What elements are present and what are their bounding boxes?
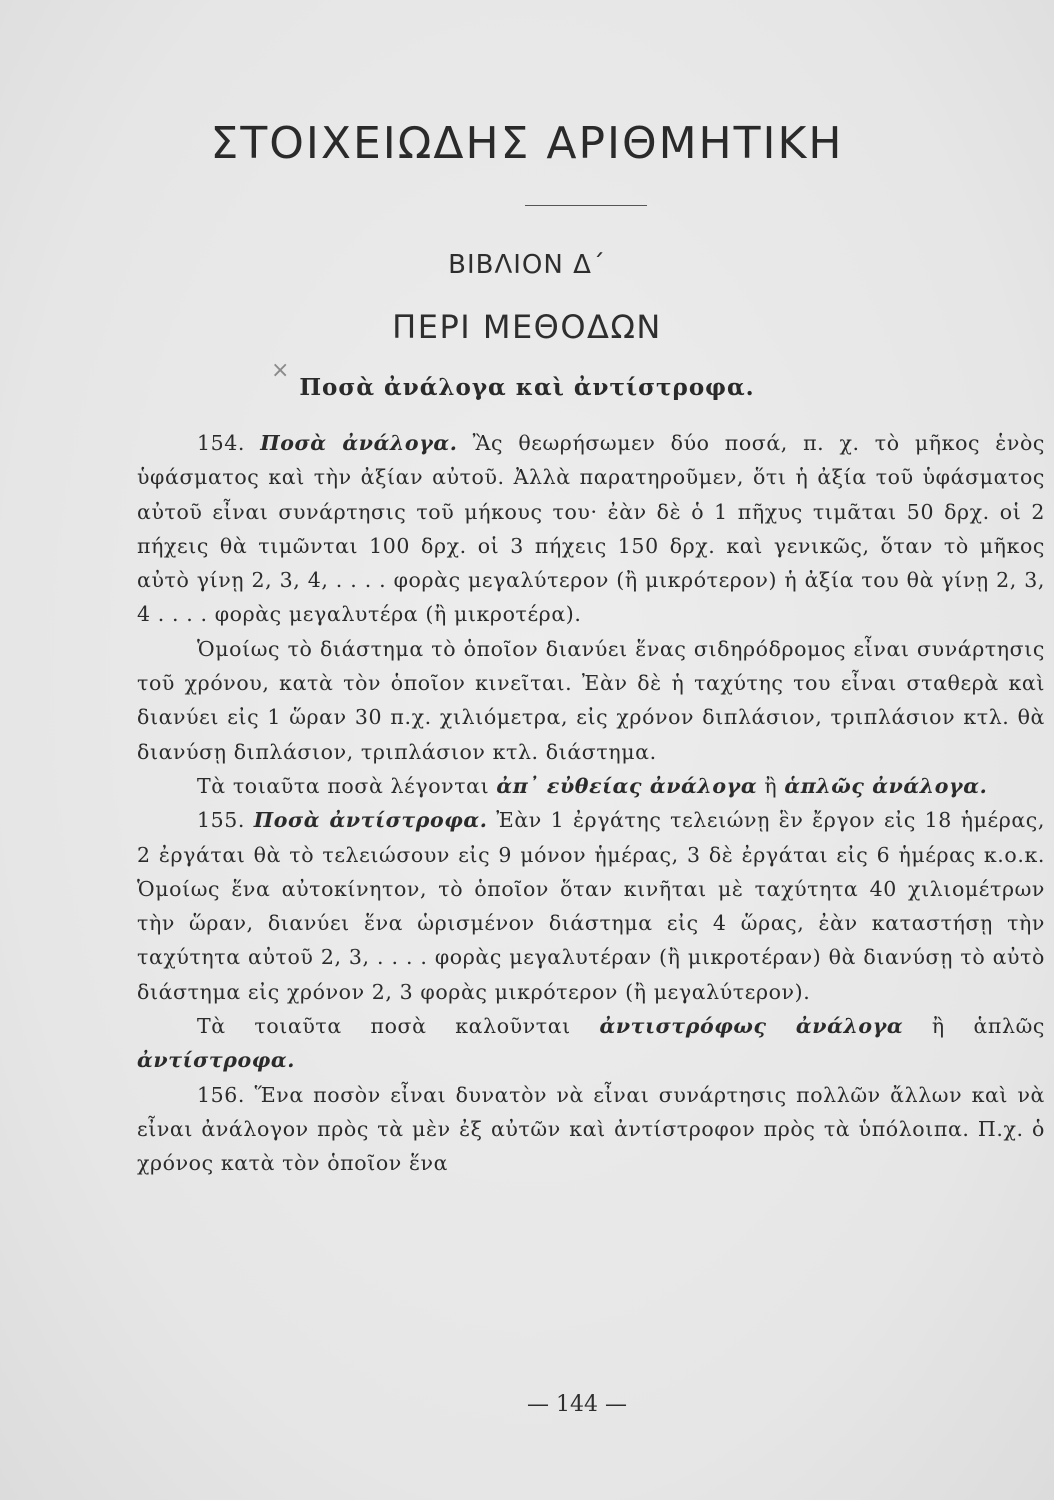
chapter-title: ΠΕΡΙ ΜΕΘΟΔΩΝ	[392, 308, 662, 346]
paragraph-154-railway	[137, 632, 1045, 769]
page-number: — 144 —	[527, 1392, 627, 1417]
paragraph-text: 156. Ἕνα ποσὸν εἶναι δυνατὸν νὰ εἶναι συνάρτησις πολλῶν ἄλλων καὶ νὰ εἶναι ἀνάλογον πρὸς τὰ μὲν ἐξ αὐτῶν καὶ ἀντίστροφον πρὸς τὰ ὑπόλοιπα. Π.χ. ὁ χρόνος κατὰ τὸν ὁποῖον ἕνα	[137, 1082, 1045, 1176]
paragraph-155-definition	[137, 1009, 1045, 1078]
book-label: ΒΙΒΛΙΟΝ Δ΄	[448, 250, 606, 280]
paragraph-154	[137, 426, 1045, 632]
paragraph-text: Τὰ τοιαῦτα ποσὰ λέγονται	[197, 773, 490, 798]
body-text	[137, 426, 1045, 1181]
conjunction: ἢ	[764, 773, 778, 798]
title-divider	[525, 205, 647, 206]
paragraph-number: 154.	[197, 431, 246, 455]
paragraph-text: Τὰ τοιαῦτα ποσὰ καλοῦνται	[197, 1014, 571, 1039]
paragraph-text: Ὁμοίως τὸ διάστημα τὸ ὁποῖον διανύει ἕνας σιδηρόδρομος εἶναι συνάρτησις τοῦ χρόνου, κατὰ τὸν ὁποῖον κινεῖται. Ἐὰν δὲ ἡ ταχύτης του εἶναι σταθερὰ καὶ διανύει εἰς 1 ὥραν 30 π.χ. χιλιόμετρα, εἰς χρόνον διπλάσιον, τριπλάσιον κτλ. θὰ διανύσῃ διπλάσιον, τριπλάσιον κτλ. διάστημα.	[137, 636, 1045, 764]
term-inversely-proportional: ἀντιστρόφως ἀνάλογα	[599, 1014, 904, 1039]
section-heading: Ποσὰ ἀνάλογα καὶ ἀντίστροφα.	[299, 374, 755, 401]
paragraph-154-definition	[137, 769, 1045, 803]
paragraph-heading: Ποσὰ ἀνάλογα.	[260, 431, 458, 455]
paragraph-heading: Ποσὰ ἀντίστροφα.	[253, 808, 488, 833]
page-title: ΣΤΟΙΧΕΙΩΔΗΣ ΑΡΙΘΜΗΤΙΚΗ	[210, 118, 844, 169]
margin-cross-mark: ×	[271, 358, 290, 383]
paragraph-156	[137, 1078, 1045, 1181]
paragraph-text: Ἂς θεωρήσωμεν δύο ποσά, π. χ. τὸ μῆκος ἑνὸς ὑφάσματος καὶ τὴν ἀξίαν αὐτοῦ. Ἀλλὰ παρατηροῦμεν, ὅτι ἡ ἀξία τοῦ ὑφάσματος αὐτοῦ εἶναι συνάρτησις τοῦ μήκους του· ἐὰν δὲ ὁ 1 πῆχυς τιμᾶται 50 δρχ. οἱ 2 πήχεις θὰ τιμῶνται 100 δρχ. οἱ 3 πήχεις 150 δρχ. καὶ γενικῶς, ὅταν τὸ μῆκος αὐτὸ γίνῃ 2, 3, 4, . . . . φορὰς μεγαλύτερον (ἢ μικρότερον) ἡ ἀξία του θὰ γίνῃ 2, 3, 4 . . . . φορὰς μεγαλυτέρα (ἢ μικροτέρα).	[137, 431, 1045, 627]
term-simply-proportional: ἁπλῶς ἀνάλογα.	[784, 773, 988, 798]
paragraph-155	[137, 803, 1045, 1009]
conjunction: ἢ ἁπλῶς	[931, 1014, 1045, 1039]
term-inverse: ἀντίστροφα.	[137, 1048, 295, 1073]
term-direct-proportional: ἀπ᾽ εὐθείας ἀνάλογα	[496, 773, 758, 798]
paragraph-number: 155.	[197, 808, 246, 833]
paragraph-text: Ἐὰν 1 ἐργάτης τελειώνῃ ἓν ἔργον εἰς 18 ἡμέρας, 2 ἐργάται θὰ τὸ τελειώσουν εἰς 9 μόνον ἡμέρας, 3 δὲ ἐργάται εἰς 6 ἡμέρας κ.ο.κ. Ὁμοίως ἕνα αὐτοκίνητον, τὸ ὁποῖον ὅταν κινῆται μὲ ταχύτητα 40 χιλιομέτρων τὴν ὥραν, διανύει ἕνα ὡρισμένον διάστημα εἰς 4 ὥρας, ἐὰν καταστήσῃ τὴν ταχύτητα αὐτοῦ 2, 3, . . . . φορὰς μεγαλυτέραν (ἢ μικροτέραν) θὰ διανύσῃ τὸ αὐτὸ διάστημα εἰς χρόνον 2, 3 φορὰς μικρότερον (ἢ μεγαλύτερον).	[137, 808, 1046, 1004]
